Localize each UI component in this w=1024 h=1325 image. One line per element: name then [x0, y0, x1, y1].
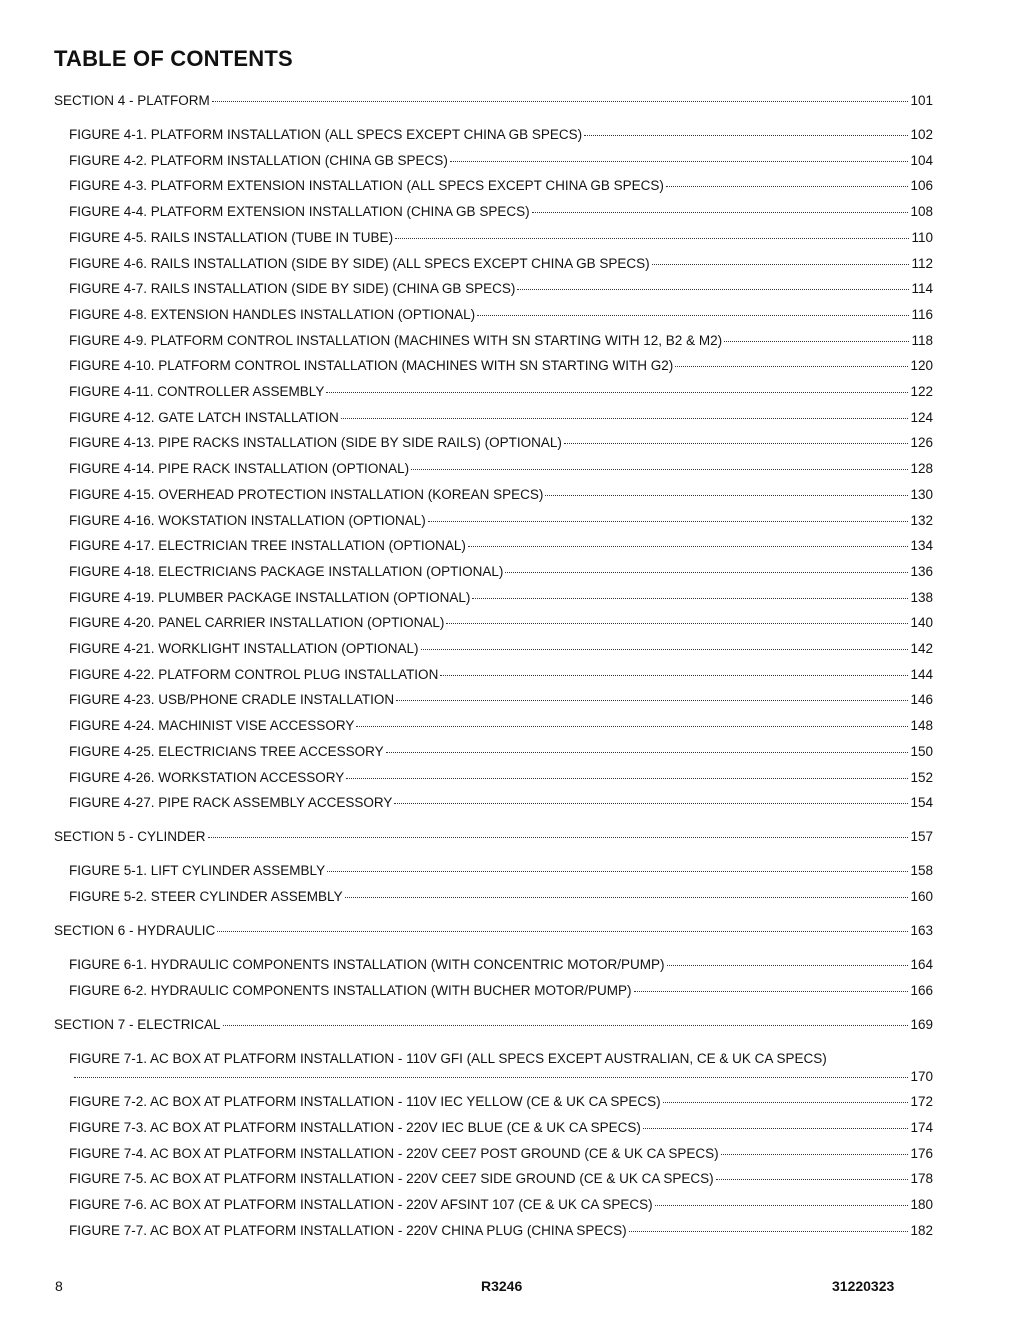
- toc-entry-page: 157: [910, 829, 933, 845]
- dot-leader: [532, 211, 909, 213]
- dot-leader: [584, 134, 908, 136]
- dot-leader: [356, 725, 908, 727]
- toc-entry-label: SECTION 6 - HYDRAULIC: [54, 922, 216, 938]
- toc-entry-page: 128: [910, 461, 933, 477]
- toc-entry-figure[interactable]: [69, 537, 933, 555]
- toc-entry-page: 101: [910, 93, 933, 108]
- page-title: TABLE OF CONTENTS: [54, 46, 293, 71]
- toc-entry-page: 176: [910, 1145, 933, 1161]
- dot-leader: [440, 674, 908, 676]
- toc-entry-figure[interactable]: [69, 383, 933, 401]
- dot-leader: [386, 751, 909, 753]
- toc-entry-page: 118: [911, 332, 933, 348]
- toc-entry-page: 138: [910, 589, 933, 605]
- toc-entry-label: FIGURE 7-3. AC BOX AT PLATFORM INSTALLATION - 220V IEC BLUE (CE & UK CA SPECS): [69, 1120, 641, 1135]
- dot-leader: [634, 990, 909, 992]
- toc-entry-page: 163: [910, 922, 933, 938]
- dot-leader: [643, 1127, 909, 1129]
- toc-entry-page: 142: [910, 641, 933, 656]
- dot-leader: [74, 1076, 908, 1078]
- toc-entry-figure[interactable]: [69, 1119, 933, 1137]
- toc-entry-page: 164: [910, 956, 933, 972]
- toc-entry-figure[interactable]: [69, 1093, 933, 1111]
- toc-entry-page: 104: [910, 152, 933, 168]
- dot-leader: [223, 1024, 909, 1026]
- dot-leader: [212, 100, 909, 102]
- toc-entry-figure[interactable]: [69, 460, 933, 478]
- dot-leader: [345, 896, 909, 898]
- dot-leader: [208, 836, 909, 838]
- toc-entry-label: SECTION 4 - PLATFORM: [54, 93, 210, 108]
- dot-leader: [411, 468, 908, 470]
- dot-leader: [716, 1178, 909, 1180]
- dot-leader: [663, 1101, 909, 1103]
- toc-entry-label: FIGURE 4-25. ELECTRICIANS TREE ACCESSORY: [69, 743, 384, 759]
- toc-entry-page: 134: [910, 538, 933, 554]
- dot-leader: [450, 160, 909, 162]
- dot-leader: [396, 699, 908, 701]
- toc-entry-page: 174: [910, 1120, 933, 1135]
- dot-leader: [446, 622, 908, 624]
- toc-entry-label: FIGURE 5-1. LIFT CYLINDER ASSEMBLY: [69, 863, 326, 879]
- toc-entry-page: 144: [910, 666, 933, 682]
- toc-entry-label: FIGURE 7-1. AC BOX AT PLATFORM INSTALLATION - 110V GFI (ALL SPECS EXCEPT AUSTRALIAN, CE & UK CA SPECS): [69, 1050, 827, 1066]
- toc-entry-label: FIGURE 4-22. PLATFORM CONTROL PLUG INSTALLATION: [69, 666, 439, 682]
- toc-entry-figure[interactable]: [69, 409, 933, 427]
- dot-leader: [629, 1230, 909, 1232]
- toc-entry-label: FIGURE 4-2. PLATFORM INSTALLATION (CHINA GB SPECS): [69, 152, 448, 168]
- toc-entry-label: FIGURE 4-9. PLATFORM CONTROL INSTALLATION (MACHINES WITH SN STARTING WITH 12, B2 & M2): [69, 332, 723, 348]
- toc-entry-label: FIGURE 7-7. AC BOX AT PLATFORM INSTALLATION - 220V CHINA PLUG (CHINA SPECS): [69, 1222, 627, 1238]
- toc-entry-label: FIGURE 4-24. MACHINIST VISE ACCESSORY: [69, 718, 355, 734]
- dot-leader: [217, 930, 908, 932]
- toc-entry-page: 110: [911, 229, 933, 245]
- toc-entry-figure[interactable]: [69, 512, 933, 530]
- toc-entry-figure[interactable]: [69, 691, 933, 709]
- dot-leader: [395, 237, 909, 239]
- toc-entry-figure[interactable]: [69, 434, 933, 452]
- toc-entry-figure[interactable]: [69, 126, 933, 144]
- footer-doc-number: 31220323: [832, 1278, 895, 1294]
- dot-leader: [421, 648, 909, 650]
- toc-entry-label: FIGURE 4-12. GATE LATCH INSTALLATION: [69, 409, 339, 425]
- toc-entry-label: FIGURE 4-19. PLUMBER PACKAGE INSTALLATION (OPTIONAL): [69, 589, 471, 605]
- toc-entry-page: 108: [910, 204, 933, 220]
- toc-entry-label: FIGURE 4-11. CONTROLLER ASSEMBLY: [69, 384, 325, 399]
- toc-entry-page: 112: [911, 255, 933, 271]
- toc-entry-page: 154: [910, 795, 933, 811]
- dot-leader: [327, 870, 908, 872]
- toc-entry-page: 170: [910, 1068, 933, 1084]
- toc-entry-page: 120: [910, 358, 933, 374]
- toc-entry-page: 114: [911, 281, 933, 297]
- toc-entry-figure-continuation[interactable]: [72, 1068, 933, 1086]
- toc-entry-figure[interactable]: [69, 640, 933, 658]
- toc-entry-figure[interactable]: [69, 888, 933, 906]
- footer-model: R3246: [481, 1278, 523, 1294]
- toc-entry-figure[interactable]: [69, 717, 933, 735]
- dot-leader: [652, 263, 910, 265]
- toc-entry-label: FIGURE 7-6. AC BOX AT PLATFORM INSTALLATION - 220V AFSINT 107 (CE & UK CA SPECS): [69, 1197, 653, 1213]
- dot-leader: [667, 964, 909, 966]
- toc-entry-figure[interactable]: [69, 255, 933, 273]
- toc-entry-label: FIGURE 4-27. PIPE RACK ASSEMBLY ACCESSORY: [69, 795, 393, 811]
- toc-entry-figure[interactable]: [69, 357, 933, 375]
- toc-entry-page: 180: [910, 1197, 933, 1213]
- toc-entry-label: FIGURE 4-14. PIPE RACK INSTALLATION (OPTIONAL): [69, 461, 410, 477]
- toc-entry-section[interactable]: [54, 922, 933, 940]
- dot-leader: [341, 417, 909, 419]
- toc-entry-label: FIGURE 4-23. USB/PHONE CRADLE INSTALLATION: [69, 692, 395, 708]
- toc-entry-label: FIGURE 4-4. PLATFORM EXTENSION INSTALLATION (CHINA GB SPECS): [69, 204, 530, 220]
- toc-entry-label: FIGURE 4-15. OVERHEAD PROTECTION INSTALLATION (KOREAN SPECS): [69, 486, 544, 502]
- toc-entry-figure[interactable]: [69, 203, 933, 221]
- footer-page-number: 8: [55, 1278, 63, 1294]
- toc-entry-figure[interactable]: [69, 666, 933, 684]
- toc-entry-page: 140: [910, 615, 933, 631]
- toc-entry-label: FIGURE 6-2. HYDRAULIC COMPONENTS INSTALLATION (WITH BUCHER MOTOR/PUMP): [69, 982, 632, 998]
- toc-entry-label: FIGURE 4-7. RAILS INSTALLATION (SIDE BY SIDE) (CHINA GB SPECS): [69, 281, 516, 297]
- toc-entry-label: FIGURE 4-17. ELECTRICIAN TREE INSTALLATION (OPTIONAL): [69, 538, 466, 554]
- toc-entry-page: 182: [910, 1222, 933, 1238]
- toc-entry-figure[interactable]: [69, 486, 933, 504]
- toc-entry-page: 136: [910, 563, 933, 579]
- toc-entry-page: 150: [910, 743, 933, 759]
- toc-entry-page: 126: [910, 435, 933, 451]
- toc-entry-figure[interactable]: [69, 1145, 933, 1163]
- dot-leader: [721, 1153, 909, 1155]
- dot-leader: [675, 365, 908, 367]
- dot-leader: [472, 597, 908, 599]
- toc-entry-page: 122: [910, 384, 933, 399]
- toc-entry-label: FIGURE 7-4. AC BOX AT PLATFORM INSTALLATION - 220V CEE7 POST GROUND (CE & UK CA SPECS): [69, 1145, 719, 1161]
- toc-entry-figure[interactable]: [69, 982, 933, 1000]
- toc-entry-label: FIGURE 4-8. EXTENSION HANDLES INSTALLATION (OPTIONAL): [69, 306, 476, 322]
- toc-entry-section[interactable]: [54, 1016, 933, 1034]
- toc-entry-figure[interactable]: [69, 229, 933, 247]
- toc-entry-label: FIGURE 4-5. RAILS INSTALLATION (TUBE IN TUBE): [69, 229, 394, 245]
- toc-entry-page: 172: [910, 1094, 933, 1110]
- dot-leader: [724, 340, 909, 342]
- dot-leader: [655, 1204, 909, 1206]
- toc-entry-label: FIGURE 4-13. PIPE RACKS INSTALLATION (SIDE BY SIDE RAILS) (OPTIONAL): [69, 435, 562, 451]
- toc-entry-page: 152: [910, 769, 933, 785]
- toc-entry-label: FIGURE 4-3. PLATFORM EXTENSION INSTALLATION (ALL SPECS EXCEPT CHINA GB SPECS): [69, 178, 664, 194]
- toc-entry-figure[interactable]: [69, 743, 933, 761]
- toc-entry-figure[interactable]: [69, 306, 933, 324]
- toc-entry-label: FIGURE 4-18. ELECTRICIANS PACKAGE INSTALLATION (OPTIONAL): [69, 563, 504, 579]
- toc-entry-page: 102: [910, 127, 933, 142]
- toc-entry-figure[interactable]: [69, 152, 933, 170]
- dot-leader: [545, 494, 908, 496]
- toc-entry-figure[interactable]: [69, 794, 933, 812]
- toc-entry-label: FIGURE 6-1. HYDRAULIC COMPONENTS INSTALLATION (WITH CONCENTRIC MOTOR/PUMP): [69, 956, 665, 972]
- dot-leader: [666, 185, 909, 187]
- toc-entry-label: FIGURE 5-2. STEER CYLINDER ASSEMBLY: [69, 888, 343, 904]
- toc-entry-label: FIGURE 4-1. PLATFORM INSTALLATION (ALL SPECS EXCEPT CHINA GB SPECS): [69, 127, 583, 142]
- toc-entry-figure[interactable]: [69, 862, 933, 880]
- dot-leader: [468, 545, 909, 547]
- toc-entry-figure[interactable]: [69, 1196, 933, 1214]
- toc-entry-label: FIGURE 4-10. PLATFORM CONTROL INSTALLATION (MACHINES WITH SN STARTING WITH G2): [69, 358, 674, 374]
- toc-entry-label: FIGURE 4-6. RAILS INSTALLATION (SIDE BY SIDE) (ALL SPECS EXCEPT CHINA GB SPECS): [69, 255, 650, 271]
- toc-entry-page: 116: [911, 306, 933, 322]
- dot-leader: [326, 391, 908, 393]
- toc-entry-page: 132: [910, 512, 933, 528]
- dot-leader: [517, 288, 909, 290]
- dot-leader: [564, 442, 909, 444]
- toc-entry-figure[interactable]: [69, 280, 933, 298]
- toc-entry-page: 160: [910, 888, 933, 904]
- toc-entry-figure[interactable]: [69, 589, 933, 607]
- toc-entry-figure[interactable]: [69, 769, 933, 787]
- toc-entry-figure[interactable]: [69, 332, 933, 350]
- dot-leader: [394, 802, 908, 804]
- dot-leader: [428, 520, 909, 522]
- toc-entry-label: SECTION 7 - ELECTRICAL: [54, 1016, 221, 1032]
- toc-entry-label: SECTION 5 - CYLINDER: [54, 829, 206, 845]
- toc-entry-label: FIGURE 7-2. AC BOX AT PLATFORM INSTALLATION - 110V IEC YELLOW (CE & UK CA SPECS): [69, 1094, 661, 1110]
- toc-entry-figure[interactable]: [69, 1222, 933, 1240]
- toc-entry-section[interactable]: [54, 828, 933, 846]
- toc-entry-page: 178: [910, 1171, 933, 1187]
- toc-entry-page: 148: [910, 718, 933, 734]
- toc-entry-figure[interactable]: [69, 177, 933, 195]
- toc-entry-page: 106: [910, 178, 933, 194]
- toc-entry-page: 158: [910, 863, 933, 879]
- toc-entry-page: 124: [910, 409, 933, 425]
- toc-entry-label: FIGURE 4-21. WORKLIGHT INSTALLATION (OPTIONAL): [69, 641, 419, 656]
- toc-entry-page: 166: [910, 982, 933, 998]
- dot-leader: [477, 314, 909, 316]
- toc-entry-label: FIGURE 4-20. PANEL CARRIER INSTALLATION (OPTIONAL): [69, 615, 445, 631]
- dot-leader: [505, 571, 908, 573]
- toc-entry-label: FIGURE 4-16. WOKSTATION INSTALLATION (OPTIONAL): [69, 512, 426, 528]
- toc-entry-page: 146: [910, 692, 933, 708]
- toc-entry-label: FIGURE 4-26. WORKSTATION ACCESSORY: [69, 769, 345, 785]
- toc-entry-figure[interactable]: [69, 563, 933, 581]
- toc-entry-figure[interactable]: [69, 1170, 933, 1188]
- toc-entry-section[interactable]: [54, 92, 933, 110]
- toc-entry-page: 130: [910, 486, 933, 502]
- toc-entry-label: FIGURE 7-5. AC BOX AT PLATFORM INSTALLATION - 220V CEE7 SIDE GROUND (CE & UK CA SPECS): [69, 1171, 714, 1187]
- toc-entry-figure[interactable]: [69, 614, 933, 632]
- toc-entry-page: 169: [910, 1016, 933, 1032]
- toc-entry-figure[interactable]: [69, 956, 933, 974]
- dot-leader: [346, 777, 908, 779]
